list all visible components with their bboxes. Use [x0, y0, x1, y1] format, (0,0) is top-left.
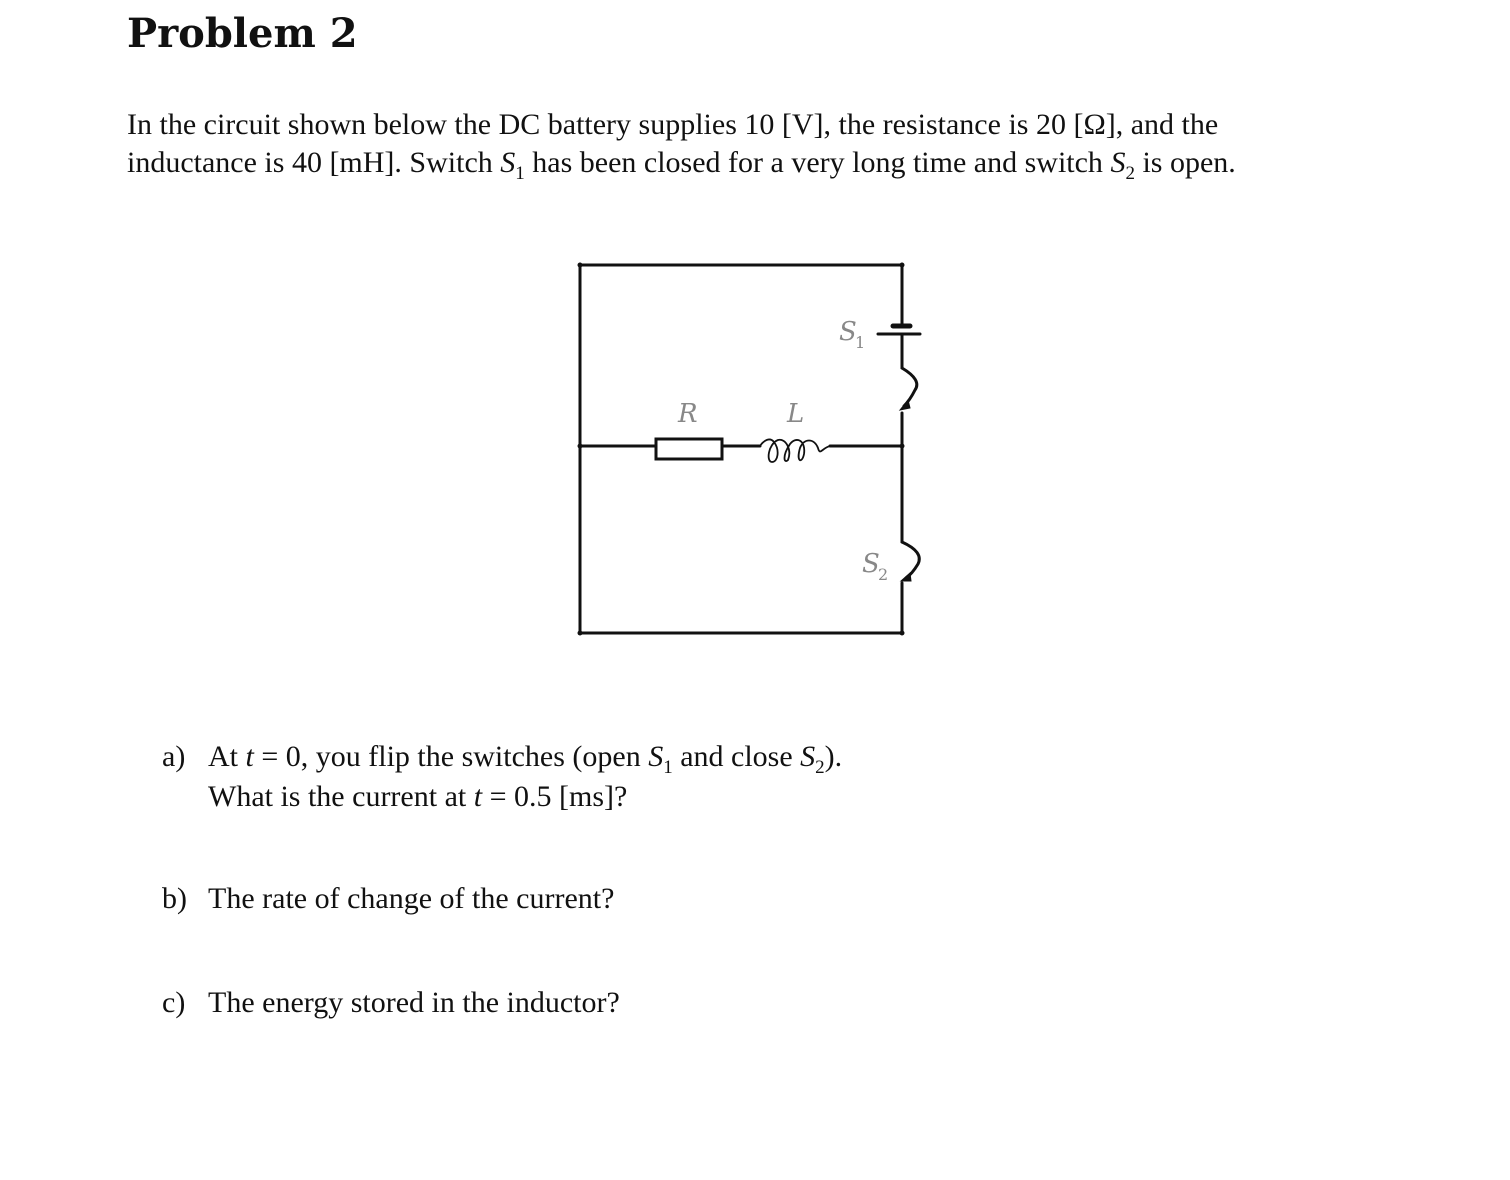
question-text: and close — [672, 740, 801, 773]
statement-text: is open. — [1134, 146, 1236, 179]
switch-s1-symbol: S — [500, 146, 516, 179]
switch-s1-label-sub: 1 — [855, 333, 866, 352]
switch-s1-subscript: 1 — [663, 757, 673, 778]
question-a-line-1 — [162, 740, 843, 778]
statement-line-1: In the circuit shown below the DC battery supplies 10 [V], the resistance is 20 [Ω], and the — [127, 108, 1219, 141]
time-variable: t — [245, 740, 254, 773]
problem-statement — [127, 106, 1397, 182]
circuit-diagram — [560, 250, 940, 650]
junction-middle-left — [578, 444, 583, 449]
switch-s2-symbol: S — [800, 740, 816, 773]
junction-bottom-left — [578, 631, 583, 636]
resistor — [656, 439, 722, 459]
junction-bottom-right — [900, 631, 905, 636]
switch-s1-arrowhead — [900, 400, 910, 410]
resistor-label: R — [678, 399, 698, 429]
time-variable: t — [473, 780, 483, 813]
question-a-line-2 — [162, 777, 842, 817]
question-text: What is the current at — [208, 780, 474, 813]
problem-title: Problem 2 — [127, 10, 358, 57]
inductor-label: L — [787, 399, 805, 429]
question-a — [162, 737, 842, 817]
inductor-coil — [760, 439, 830, 462]
switch-s2-symbol: S — [1110, 146, 1126, 179]
statement-text: has been closed for a very long time and switch — [524, 146, 1111, 179]
question-text: At — [208, 740, 246, 773]
switch-s1-label: S — [839, 317, 857, 347]
junction-middle-right — [900, 444, 905, 449]
junction-top-right — [900, 263, 905, 268]
question-c — [162, 983, 620, 1023]
junction-top-left — [578, 263, 583, 268]
question-text: ). — [824, 740, 843, 773]
question-a-marker: a) — [162, 740, 186, 773]
switch-s1-blade — [902, 368, 917, 406]
statement-line-2 — [127, 144, 1397, 182]
switch-s2-label-sub: 2 — [878, 565, 889, 584]
question-text: = 0, you flip the switches (open — [253, 740, 649, 773]
question-text: = 0.5 [ms]? — [482, 780, 628, 813]
switch-s2-blade — [902, 542, 919, 578]
question-c-text: The energy stored in the inductor? — [208, 986, 620, 1019]
question-b-text: The rate of change of the current? — [208, 882, 615, 915]
question-b — [162, 879, 614, 919]
question-b-marker: b) — [162, 882, 187, 915]
switch-s2-label: S — [862, 549, 880, 579]
statement-text: inductance is 40 [mH]. Switch — [127, 146, 501, 179]
switch-s2-subscript: 2 — [1125, 163, 1135, 184]
question-c-marker: c) — [162, 986, 186, 1019]
switch-s2-subscript: 2 — [815, 757, 825, 778]
switch-s1-subscript: 1 — [515, 163, 525, 184]
switch-s1-symbol: S — [648, 740, 664, 773]
switch-s2-arrowhead — [901, 573, 911, 581]
